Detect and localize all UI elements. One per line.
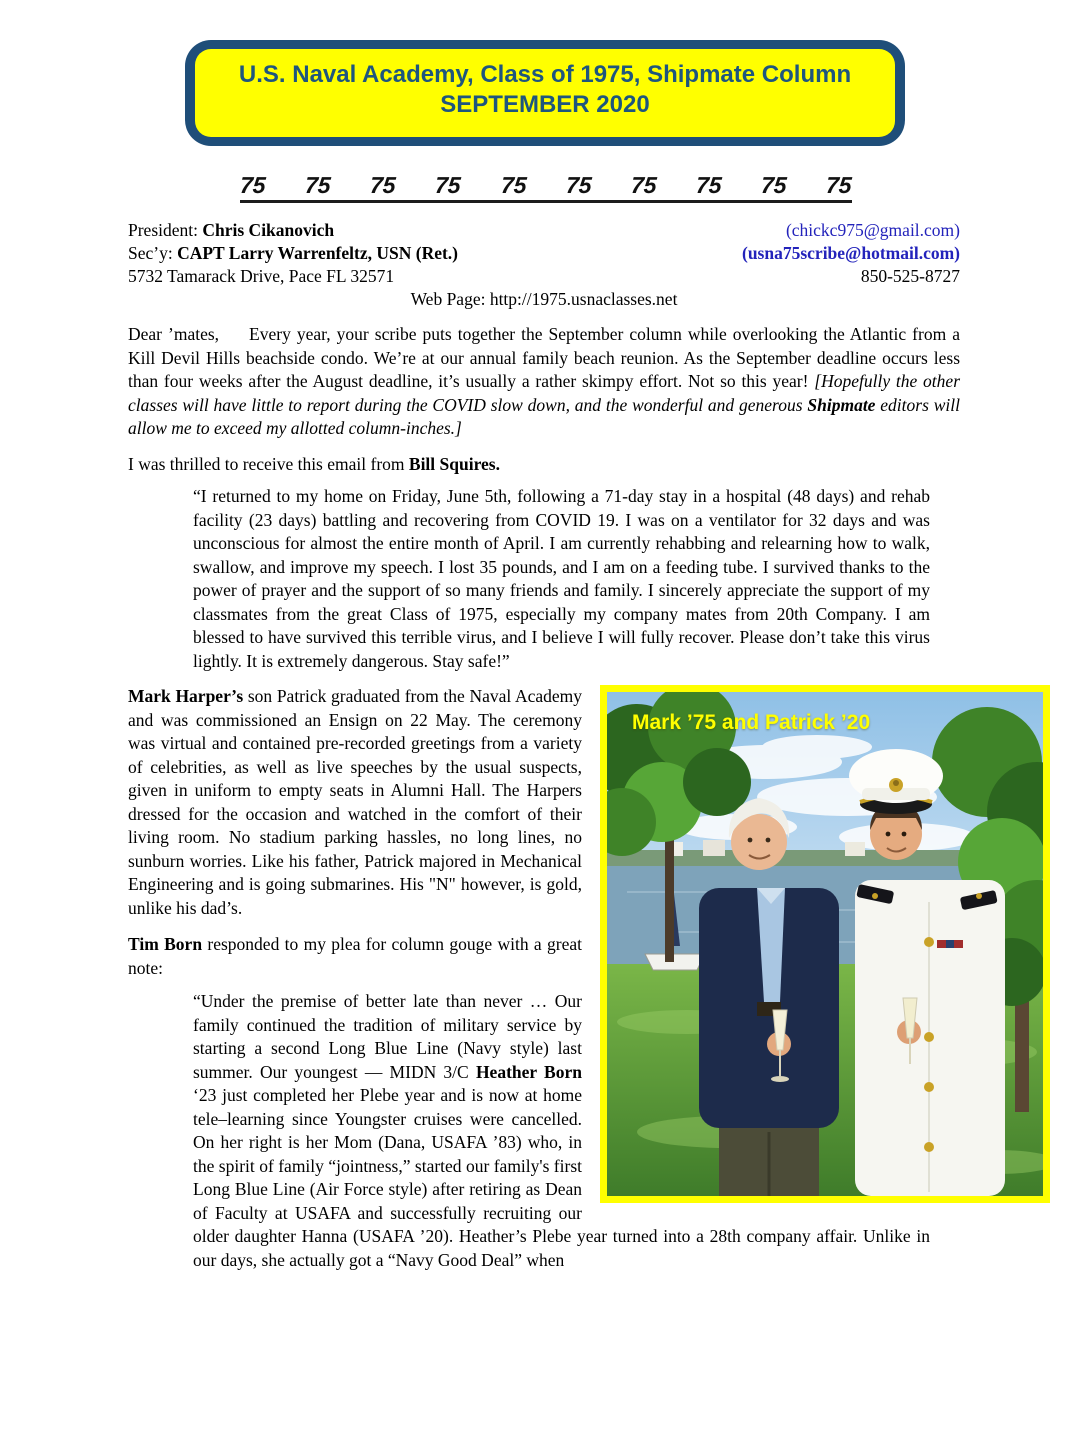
president-row: [128, 219, 960, 242]
president-line: [128, 219, 334, 242]
secretary-name: CAPT Larry Warrenfeltz, USN (Ret.): [177, 243, 459, 263]
born-quote-post: ‘23 just completed her Plebe year and is now at home tele–learning since Youngster cruises were cancelled. On her right is her Mom (Dana, USAFA ’83) who, in the spirit of family “jointness,” started our family's first Long Blue Line (Air Force style) after retiring as Dean of Faculty at USAFA and successfully recruiting our older daughter Hanna (USAFA ’20). Heather’s Plebe year turned into a 28th company affair. Unlike in our days, she actually got a “Navy Good Deal” when: [193, 1085, 930, 1270]
class-75-numeral: 75: [695, 172, 723, 198]
intro-body: Every year, your scribe puts together the September column while overlooking the Atlantic from a Kill Devil Hills beachside condo. We’re at our annual family beach reunion. As the September deadline occurs less than four weeks after the August deadline, it’s usually a rather skimpy effort. Not so this year!: [128, 324, 960, 391]
graduation-photo: [600, 685, 1050, 1203]
photo-illustration: [607, 692, 1043, 1196]
president-name: Chris Cikanovich: [202, 220, 335, 240]
born-quote-pre: “Under the premise of better late than never … Our family continued the tradition of military service by starting a second Long Blue Line (Navy style) last summer. Our youngest — MIDN 3/C: [193, 991, 582, 1082]
heather-born-name: Heather Born: [475, 1061, 582, 1082]
masthead-banner: [185, 40, 905, 146]
shipmate-word: Shipmate: [807, 394, 876, 415]
squires-lead-pre: I was thrilled to receive this email from: [128, 453, 409, 474]
intro-paragraph: [128, 323, 960, 441]
class-75-numeral: 75: [304, 172, 332, 198]
born-name: Tim Born: [128, 934, 203, 954]
class-75-numeral: 75: [239, 172, 267, 198]
squires-lead: [128, 453, 960, 477]
salutation: Dear ’mates,: [128, 324, 220, 344]
secretary-label: Sec’y:: [128, 243, 178, 263]
harper-born-section: [128, 685, 1050, 1272]
secretary-line: [128, 242, 458, 265]
secretary-phone: 850-525-8727: [860, 266, 960, 286]
masthead-banner-inner: [195, 49, 895, 137]
class-75-numeral: 75: [499, 172, 528, 198]
intro-italic-pre: [Hopefully the other classes will have little to report during the COVID slow down, and the wonderful and generous: [128, 371, 960, 415]
intro-italic-post: editors will allow me to exceed my allotted column-inches.]: [128, 394, 961, 438]
page-title-line1: U.S. Naval Academy, Class of 1975, Shipmate Column: [238, 61, 852, 88]
contact-block: [128, 219, 960, 311]
class-75-numeral: 75: [825, 172, 853, 198]
class-75-numeral: 75: [369, 172, 397, 198]
president-label: President:: [128, 220, 203, 240]
squires-quote: “I returned to my home on Friday, June 5th, following a 71-day stay in a hospital (48 days) and rehab facility (23 days) battling and recovering from COVID 19. I was on a ventilator for 32 days and was unconscious for almost the entire month of April. I am currently rehabbing and relearning how to walk, swallow, and improve my speech. I lost 35 pounds, and I am on a feeding tube. I survived thanks to the power of prayer and the support of so many friends and family. I sincerely appreciate the support of my classmates from the great Class of 1975, especially my company mates from 20th Company. I am blessed to have survived this terrible virus, and I believe I will fully recover. Please don’t take this virus lightly. It is extremely dangerous. Stay safe!”: [193, 486, 930, 671]
photo-caption: Mark ’75 and Patrick ’20: [632, 711, 871, 734]
squires-name: Bill Squires.: [408, 453, 500, 474]
address-row: [128, 265, 960, 288]
page-title-line2: SEPTEMBER 2020: [440, 91, 650, 118]
class-75-numeral: 75: [760, 172, 788, 198]
class-75-row: [240, 172, 852, 203]
webpage-line: Web Page: http://1975.usnaclasses.net: [410, 289, 678, 309]
harper-name: Mark Harper’s: [128, 686, 244, 706]
secretary-address: 5732 Tamarack Drive, Pace FL 32571: [128, 266, 395, 286]
class-75-numeral: 75: [564, 172, 593, 198]
class-75-numeral: 75: [434, 172, 463, 198]
president-email-link[interactable]: (chickc975@gmail.com): [785, 220, 960, 240]
class-75-numeral: 75: [630, 172, 658, 198]
secretary-email-link[interactable]: (usna75scribe@hotmail.com): [742, 243, 960, 263]
harper-text: son Patrick graduated from the Naval Academy and was commissioned an Ensign on 22 May. The ceremony was virtual and contained pre-recorded greetings from a variety of celebrities, as well as live speeches by the usual suspects, given in uniform to empty seats in Alumni Hall. The Harpers dressed for the occasion and watched in the comfort of their living room. No stadium parking hassles, no long lines, no sunburn worries. Like his father, Patrick majored in Mechanical Engineering and is going submarines. His "N" however, is gold, unlike his dad’s.: [128, 686, 583, 918]
born-lead-rest: responded to my plea for column gouge with a great note:: [128, 934, 583, 978]
secretary-row: [128, 242, 960, 265]
